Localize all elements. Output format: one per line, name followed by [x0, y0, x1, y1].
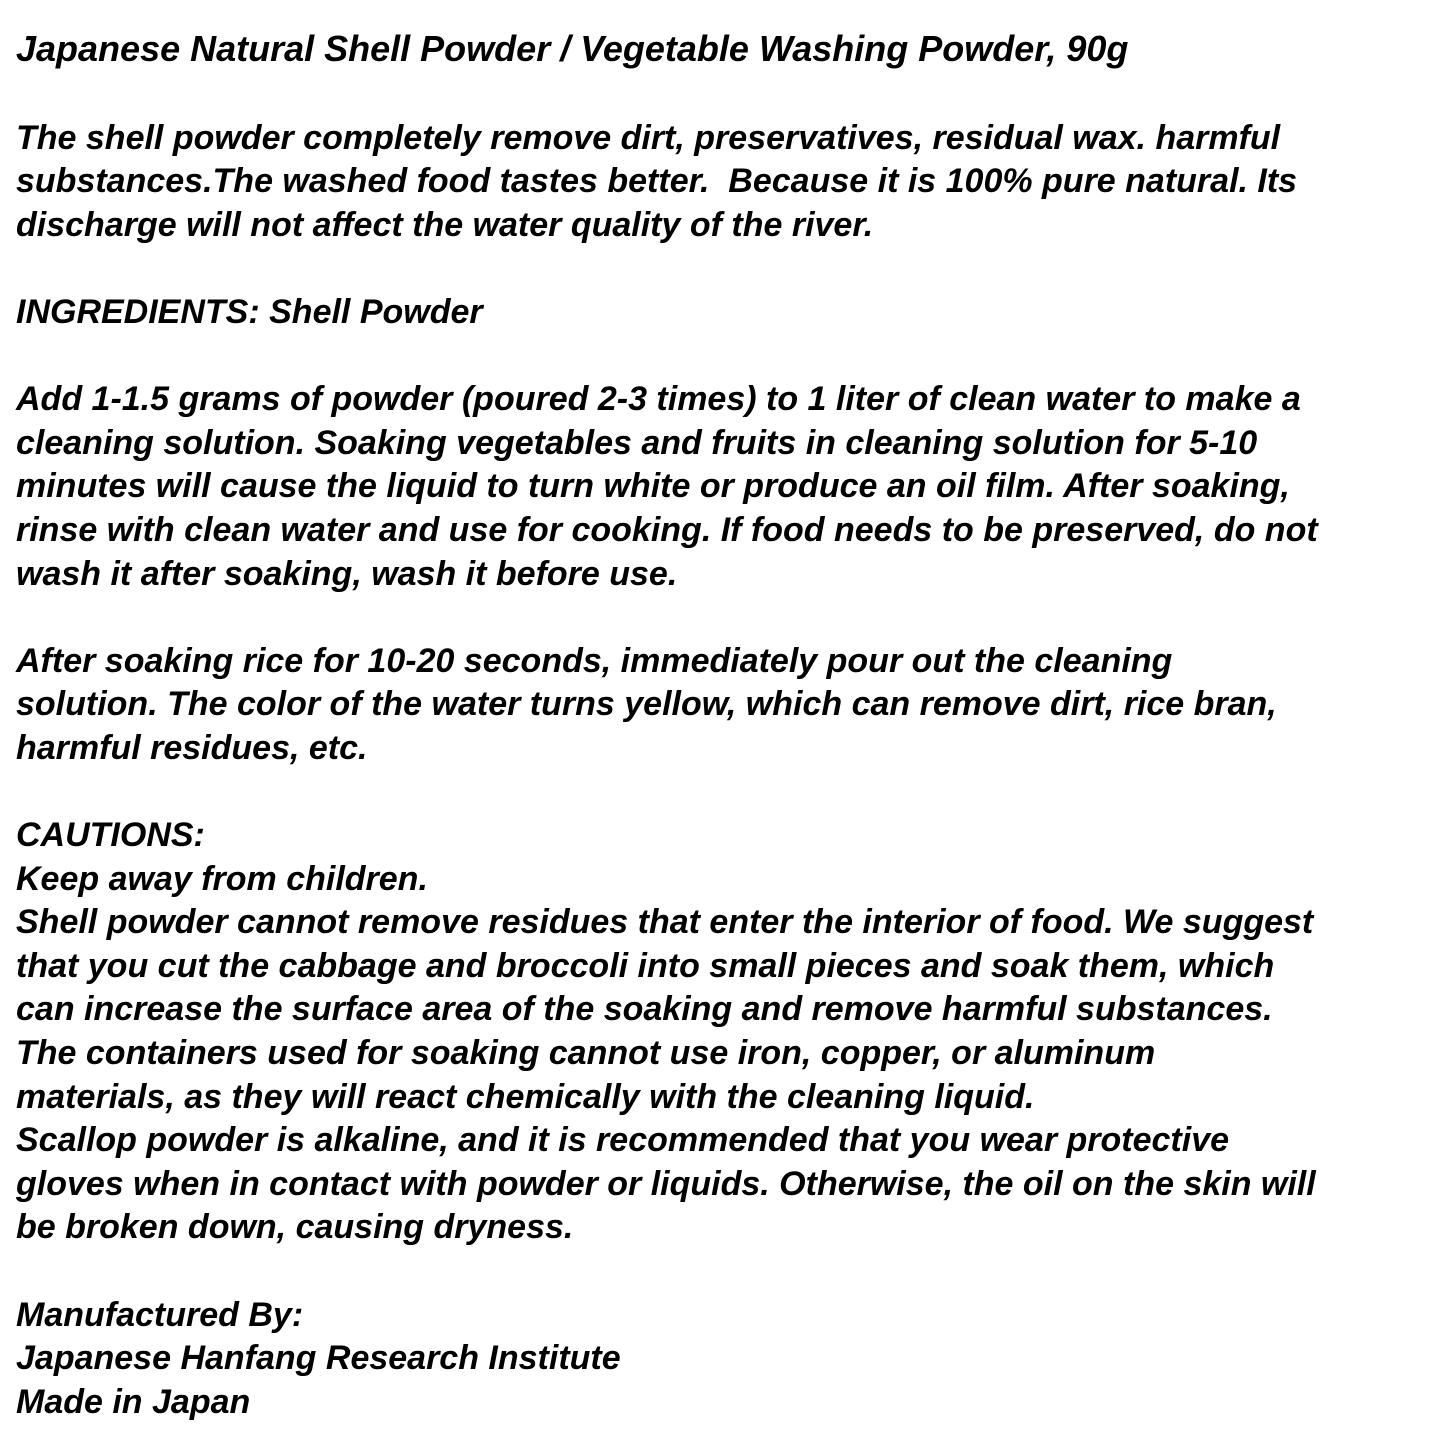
rice-line: After soaking rice for 10-20 seconds, immediately pour out the cleaning [16, 641, 1173, 680]
caution-line: The containers used for soaking cannot use iron, copper, or aluminum [16, 1034, 1156, 1073]
caution-line: materials, as they will react chemically with the cleaning liquid. [16, 1077, 1035, 1116]
ingredients-line: INGREDIENTS: Shell Powder [16, 292, 483, 331]
spacer [16, 71, 1436, 117]
usage-paragraph [16, 378, 1436, 596]
country-of-origin: Made in Japan [16, 1382, 251, 1421]
usage-line: wash it after soaking, wash it before use. [16, 554, 678, 593]
spacer [16, 771, 1436, 815]
usage-line: Add 1-1.5 grams of powder (poured 2-3 times) to 1 liter of clean water to make a [16, 380, 1301, 419]
intro-line: substances.The washed food tastes better. Because it is 100% pure natural. Its [16, 162, 1298, 201]
usage-line: minutes will cause the liquid to turn white or produce an oil film. After soaking, [16, 467, 1290, 506]
usage-line: rinse with clean water and use for cooking. If food needs to be preserved, do not [16, 510, 1318, 549]
caution-line: Shell powder cannot remove residues that enter the interior of food. We suggest [16, 903, 1314, 942]
intro-paragraph [16, 117, 1436, 248]
caution-line: Keep away from children. [16, 859, 428, 898]
caution-line: that you cut the cabbage and broccoli into small pieces and soak them, which [16, 946, 1275, 985]
cautions-heading: CAUTIONS: [16, 816, 205, 855]
intro-line: The shell powder completely remove dirt, preservatives, residual wax. harmful [16, 118, 1281, 157]
usage-line: cleaning solution. Soaking vegetables and fruits in cleaning solution for 5-10 [16, 423, 1258, 462]
spacer [16, 596, 1436, 640]
rice-paragraph [16, 640, 1436, 771]
spacer [16, 247, 1436, 291]
ingredients-paragraph [16, 291, 1436, 335]
manufacturer-heading: Manufactured By: [16, 1295, 304, 1334]
intro-line: discharge will not affect the water quality of the river. [16, 205, 874, 244]
manufacturer-section [16, 1294, 1436, 1425]
rice-line: harmful residues, etc. [16, 728, 368, 767]
manufacturer-name: Japanese Hanfang Research Institute [16, 1339, 621, 1378]
caution-line: Scallop powder is alkaline, and it is recommended that you wear protective [16, 1121, 1230, 1160]
rice-line: solution. The color of the water turns yellow, which can remove dirt, rice bran, [16, 685, 1277, 724]
caution-line: be broken down, causing dryness. [16, 1208, 574, 1247]
product-description-document [16, 27, 1436, 1424]
product-title: Japanese Natural Shell Powder / Vegetable Washing Powder, 90g [16, 28, 1129, 69]
cautions-section [16, 814, 1436, 1250]
spacer [16, 1250, 1436, 1294]
spacer [16, 335, 1436, 379]
caution-line: can increase the surface area of the soaking and remove harmful substances. [16, 990, 1273, 1029]
caution-line: gloves when in contact with powder or liquids. Otherwise, the oil on the skin will [16, 1164, 1316, 1203]
